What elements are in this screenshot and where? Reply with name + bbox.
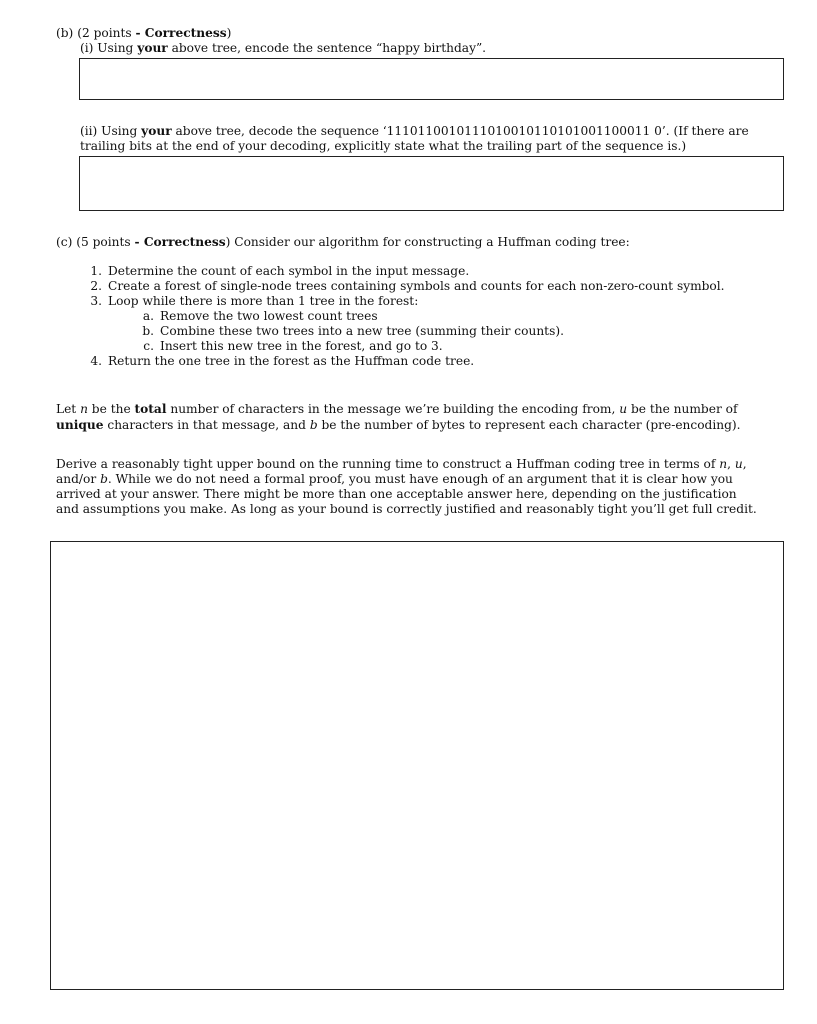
derive-line-4: and assumptions you make. As long as your bound is correctly justified and reasonably tight you’ll get full credit. <box>56 502 757 516</box>
step-2: 2. Create a forest of single-node trees containing symbols and counts for each non-zero-count symbol. <box>90 279 725 293</box>
part-c-label: (c) (5 points <box>56 235 135 249</box>
var-u: u <box>619 402 628 416</box>
question-b-ii-suffix: above tree, decode the sequence ‘1110110010111010010110101001100011 0’. (If there are <box>171 124 749 138</box>
answer-box-b-i[interactable] <box>79 58 784 100</box>
algorithm-steps <box>90 264 725 369</box>
unique-bold: unique <box>56 418 104 432</box>
part-c-bold: - Correctness <box>134 235 226 249</box>
question-b-i-prefix: (i) Using <box>80 41 138 55</box>
var-b: b <box>309 418 318 432</box>
total-bold: total <box>134 402 167 416</box>
question-b-ii-prefix: (ii) Using <box>80 124 142 138</box>
part-b-points: (2 points <box>77 26 136 40</box>
question-b-i-suffix: above tree, encode the sentence “happy birthday”. <box>167 41 487 55</box>
step-3: 3. Loop while there is more than 1 tree in the forest: <box>90 294 419 308</box>
step-4: 4. Return the one tree in the forest as the Huffman code tree. <box>90 354 475 368</box>
derive-line-1: Derive a reasonably tight upper bound on the running time to construct a Huffman coding tree in terms of n, u, <box>56 457 747 471</box>
answer-box-c[interactable] <box>50 541 784 990</box>
definitions-line-2: unique characters in that message, and b be the number of bytes to represent each character (pre-encoding). <box>56 418 741 432</box>
part-c-suffix: ) Consider our algorithm for constructing a Huffman coding tree: <box>225 235 630 249</box>
derive-line-2: and/or b. While we do not need a formal proof, you must have enough of an argument that it is clear how you <box>56 472 733 486</box>
question-b-i <box>80 41 486 56</box>
step-3c: c. Insert this new tree in the forest, and go to 3. <box>143 339 443 353</box>
step-3b: b. Combine these two trees into a new tree (summing their counts). <box>142 324 564 338</box>
question-b-i-bold: your <box>137 41 168 55</box>
var-n: n <box>80 402 88 416</box>
part-b-header <box>56 26 231 41</box>
question-b-ii-line2: trailing bits at the end of your decoding, explicitly state what the trailing part of the sequence is.) <box>80 139 687 153</box>
part-b-points-close: ) <box>226 26 232 40</box>
part-b-points-bold: - Correctness <box>135 26 227 40</box>
derive-line-3: arrived at your answer. There might be more than one acceptable answer here, depending on the justification <box>56 487 737 501</box>
part-c-header <box>56 235 630 250</box>
step-3a: a. Remove the two lowest count trees <box>142 309 378 323</box>
definitions-line-1: Let n be the total number of characters in the message we’re building the encoding from, u be the number of <box>56 402 738 416</box>
step-1: 1. Determine the count of each symbol in the input message. <box>90 264 470 278</box>
question-b-ii-bold: your <box>141 124 172 138</box>
question-b-ii <box>80 124 749 139</box>
answer-box-b-ii[interactable] <box>79 156 784 211</box>
part-b-label: (b) <box>56 26 74 40</box>
